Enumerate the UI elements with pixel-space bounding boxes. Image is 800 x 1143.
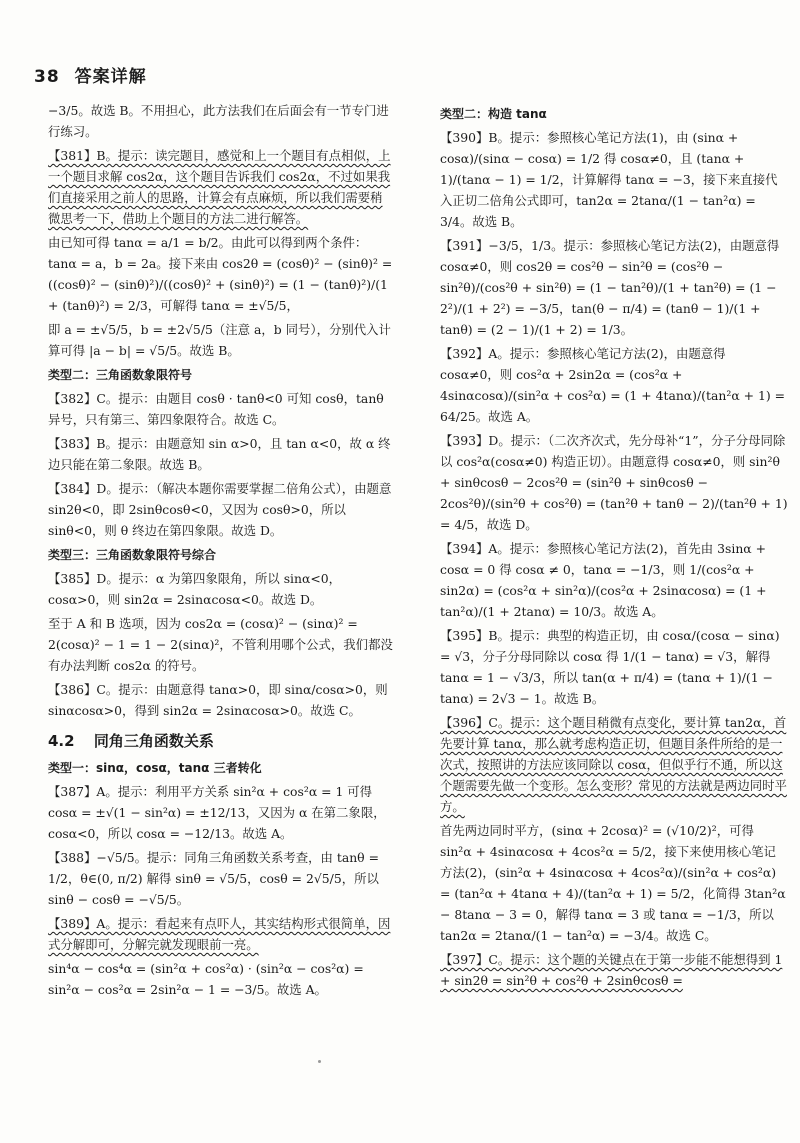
answer-385: 【385】D。提示：α 为第四象限角，所以 sinα<0，cosα>0，则 sin2α = 2sinαcosα<0。故选 D。 [48,571,342,607]
answer-393: 【393】D。提示：（二次齐次式，先分母补“1”，分子分母同除以 cos²α(cosα≠0) 构造正切）。由题意得 cosα≠0，则 sin²θ + sinθcosθ − 2cos²θ = (sin²θ + sinθcosθ − 2cos²θ)/(sin²θ + cos²θ) = (tan²θ + tanθ − 2)/(tan²θ + 1) = 4/5，故选 D。 [440,433,788,532]
answer-396-hint: 【396】C。提示：这个题目稍微有点变化，要计算 tan2α，首先要计算 tanα，那么就考虑构造正切，但题目条件所给的是一次式，按照讲的方法应该同除以 cosα，但似乎行不通，所以这个题需要先做一个变形。怎么变形？常见的方法就是两边同时平方。 [440,715,787,814]
answer-387: 【387】A。提示：利用平方关系 sin²α + cos²α = 1 可得 cosα = ±√(1 − sin²α) = ±12/13，又因为 α 在第二象限，cosα<0，所以 cosα = −12/13。故选 A。 [48,784,386,841]
subtype-heading: 类型一：sinα，cosα，tanα 三者转化 [48,761,262,775]
answer-392: 【392】A。提示：参照核心笔记方法(2)，由题意得 cosα≠0，则 cos²α + 2sin2α = (cos²α + 4sinαcosα)/(sin²α + cos²α) = (1 + 4tanα)/(tan²α + 1) = 64/25。故选 A。 [440,346,785,424]
section-title: 同角三角函数关系 [93,732,214,750]
section-number: 4.2 [48,732,75,750]
answer-385-note: 至于 A 和 B 选项，因为 cos2α = (cosα)² − (sinα)² = 2(cosα)² − 1 = 1 − 2(sinα)²，不管利用哪个公式，我们都没有办法判断 cos2α 的符号。 [48,616,393,673]
page-number: 38 [34,67,60,87]
answer-383: 【383】B。提示：由题意知 sin α>0，且 tan α<0，故 α 终边只能在第二象限。故选 B。 [48,436,391,472]
answer-395: 【395】B。提示：典型的构造正切，由 cosα/(cosα − sinα) = √3，分子分母同除以 cosα 得 1/(1 − tanα) = √3，解得 tanα = 1 − √3/3，所以 tan(α + π/4) = (tanα + 1)/(1 − tanα) = 2√3 − 1。故选 B。 [440,628,780,706]
page-title: 答案详解 [74,67,147,87]
page-header [34,62,147,87]
right-column [440,100,788,994]
answer-388: 【388】−√5/5。提示：同角三角函数关系考查，由 tanθ = 1/2，θ∈(0, π/2) 解得 sinθ = √5/5，cosθ = 2√5/5，所以 sinθ − cosθ = −√5/5。 [48,850,379,907]
answer-384: 【384】D。提示：（解决本题你需要掌握二倍角公式），由题意 sin2θ<0，即 2sinθcosθ<0，又因为 cosθ>0，所以 sinθ<0，则 θ 终边在第四象限。故选 D。 [48,481,392,538]
answer-396-derivation: 首先两边同时平方，(sinα + 2cosα)² = (√10/2)²，可得 sin²α + 4sinαcosα + 4cos²α = 5/2，接下来使用核心笔记方法(2)，(sin²α + 4sinαcosα + 4cos²α)/(sin²α + cos²α) = (tan²α + 4tanα + 4)/(tan²α + 1) = 5/2，化简得 3tan²α − 8tanα − 3 = 0，解得 tanα = 3 或 tanα = −1/3，所以 tan2α = 2tanα/(1 − tan²α) = −3/4。故选 C。 [440,823,786,943]
answer-381-derivation: 由已知可得 tanα = a/1 = b/2。由此可以得到两个条件：tanα = a，b = 2a。接下来由 cos2θ = (cosθ)² − (sinθ)² = ((cosθ)² − (sinθ)²)/((cosθ)² + (sinθ)²) = (1 − (tanθ)²)/(1 + (tanθ)²) = 2/3，可解得 tanα = ±√5/5， [48,235,393,313]
subtype-heading: 类型二：三角函数象限符号 [48,368,193,382]
answer-382: 【382】C。提示：由题目 cosθ · tanθ<0 可知 cosθ，tanθ 异号，只有第三、第四象限符合。故选 C。 [48,391,384,427]
answer-389-derivation: sin⁴α − cos⁴α = (sin²α + cos²α) · (sin²α − cos²α) = sin²α − cos²α = 2sin²α − 1 = −3/5。故选 A。 [48,961,364,997]
answer-391: 【391】−3/5，1/3。提示：参照核心笔记方法(2)，由题意得 cosα≠0，则 cos2θ = cos²θ − sin²θ = (cos²θ − sin²θ)/(cos²θ + sin²θ) = (1 − tan²θ)/(1 + tan²θ) = (1 − 2²)/(1 + 2²) = −3/5，tan(θ − π/4) = (tanθ − 1)/(1 + tanθ) = (2 − 1)/(1 + 2) = 1/3。 [440,238,780,337]
answer-394: 【394】A。提示：参照核心笔记方法(2)，首先由 3sinα + cosα = 0 得 cosα ≠ 0，tanα = −1/3，则 1/(cos²α + sin2α) = (cos²α + sin²α)/(cos²α + 2sinαcosα) = (1 + tan²α)/(1 + 2tanα) = 10/3。故选 A。 [440,541,767,619]
answer-397: 【397】C。提示：这个题的关键点在于第一步能不能想得到 1 + sin2θ = sin²θ + cos²θ + 2sinθcosθ = [440,952,783,988]
answer-390: 【390】B。提示：参照核心笔记方法(1)，由 (sinα + cosα)/(sinα − cosα) = 1/2 得 cosα≠0，且 (tanα + 1)/(tanα − 1) = 1/2，计算解得 tanα = −3，接下来直接代入正切二倍角公式即可，tan2α = 2tanα/(1 − tan²α) = 3/4。故选 B。 [440,130,778,229]
answer-389-hint: 【389】A。提示：看起来有点吓人，其实结构形式很简单，因式分解即可，分解完就发现眼前一亮。 [48,916,391,952]
answer-386: 【386】C。提示：由题意得 tanα>0，即 sinα/cosα>0，则 sinαcosα>0，得到 sin2α = 2sinαcosα>0。故选 C。 [48,682,388,718]
subtype-heading: 类型二：构造 tanα [440,107,547,121]
continued-text: −3/5。故选 B。不用担心，此方法我们在后面会有一节专门进行练习。 [48,103,389,139]
answer-381-hint: 【381】B。提示：读完题目，感觉和上一个题目有点相似，上一个题目求解 cos2α，这个题目告诉我们 cos2α，不过如果我们直接采用之前人的思路，计算会有点麻烦，所以我们需要稍微思考一下，借助上个题目的方法二进行解答。 [48,148,391,226]
section-heading [48,731,393,752]
page-mark [318,1060,321,1063]
left-column [48,100,393,1003]
answer-381-result: 即 a = ±√5/5，b = ±2√5/5（注意 a，b 同号），分别代入计算可得 |a − b| = √5/5。故选 B。 [48,322,391,358]
subtype-heading: 类型三：三角函数象限符号综合 [48,548,217,562]
